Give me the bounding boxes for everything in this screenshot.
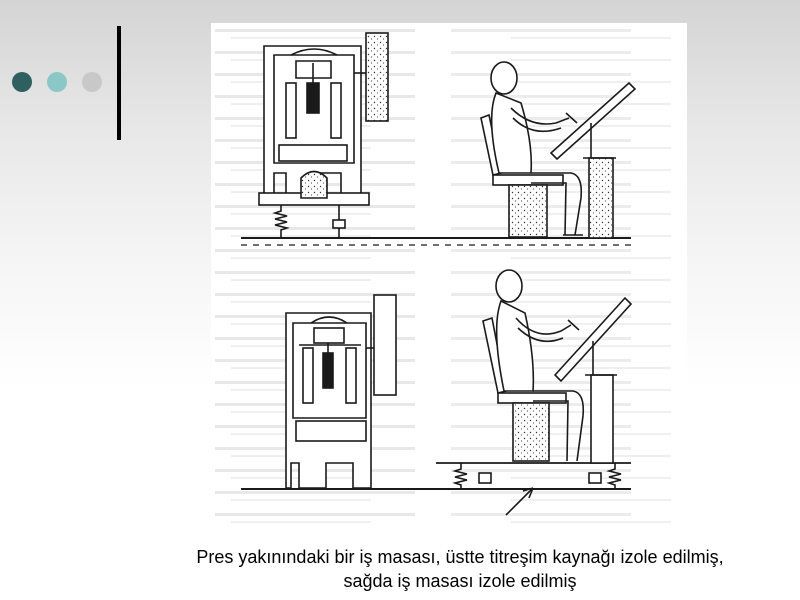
caption-line-2: sağda iş masası izole edilmiş (343, 571, 577, 591)
slide-bullet-dots (12, 72, 112, 96)
press-workbench-illustration (211, 23, 687, 529)
caption-line-1: Pres yakınındaki bir iş masası, üstte titreşim kaynağı izole edilmiş, (196, 547, 724, 567)
vertical-divider (117, 26, 121, 140)
dark-teal-dot (12, 72, 32, 92)
gray-dot (82, 72, 102, 92)
light-teal-dot (47, 72, 67, 92)
illustration-svg (211, 23, 687, 529)
slide-caption (100, 545, 800, 593)
